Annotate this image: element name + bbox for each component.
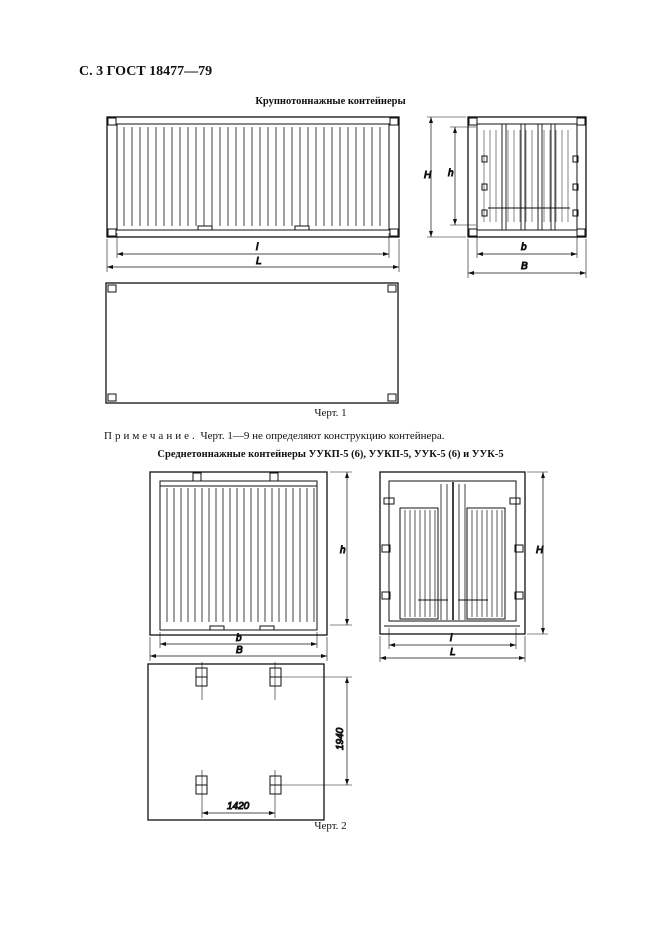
- fig1-door-bars: [484, 124, 568, 230]
- dim-label-B: B: [521, 261, 528, 272]
- dim2-label-b: b: [236, 633, 242, 644]
- page-header: С. 3 ГОСТ 18477—79: [79, 64, 213, 79]
- dim-label-L: L: [256, 256, 262, 267]
- fig2-end-view: [380, 472, 548, 662]
- note-text: Черт. 1—9 не определяют конструкцию контейнера.: [197, 430, 445, 442]
- dim-label-H: H: [424, 170, 432, 181]
- dim2-length-1940: 1940: [335, 727, 346, 750]
- note-prefix: Примечание.: [104, 430, 198, 442]
- dim2-width-1420: 1420: [227, 801, 250, 812]
- section-title-large-containers: Крупнотоннажные контейнеры: [255, 96, 406, 107]
- fig1-corner-fittings: [108, 118, 398, 236]
- dim-label-b: b: [521, 242, 527, 253]
- dim2-label-l: l: [450, 633, 453, 644]
- fig2-side-view: [150, 472, 352, 661]
- dim2-label-L: L: [450, 647, 456, 658]
- fig2-corrugations: [167, 488, 314, 622]
- figure-caption-2: Черт. 2: [314, 820, 347, 832]
- dim-label-h: h: [448, 168, 454, 179]
- fig2-top-view: [148, 662, 352, 820]
- fig1-top-view: [106, 283, 398, 403]
- fig1-side-view: [107, 117, 399, 272]
- figure-caption-1: Черт. 1: [314, 407, 347, 419]
- note: [104, 430, 445, 442]
- dim2-label-B: B: [236, 645, 243, 656]
- dim2-label-H: H: [536, 545, 544, 556]
- fig1-corrugations: [124, 127, 380, 226]
- fig1-end-view: [424, 117, 586, 278]
- dim2-label-h: h: [340, 545, 346, 556]
- dim-label-l: l: [256, 242, 259, 253]
- section-title-medium-containers: Среднетоннажные контейнеры УУКП-5 (6), УУКП-5, УУК-5 (6) и УУК-5: [157, 449, 504, 460]
